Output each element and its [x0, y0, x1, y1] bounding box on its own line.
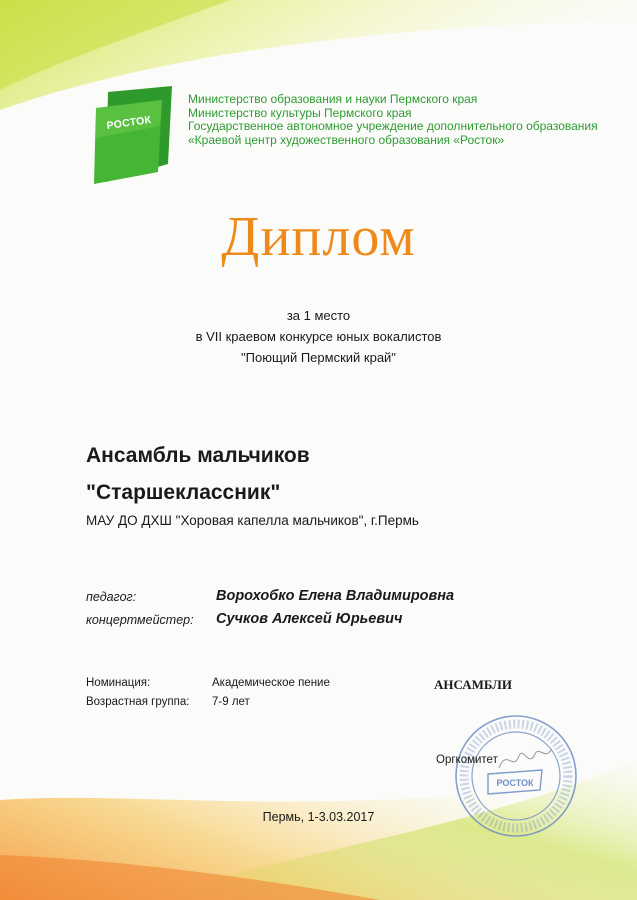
nomination-label: Номинация:	[86, 677, 151, 689]
signature-scribble	[495, 738, 555, 778]
accompanist-label: концертмейстер:	[86, 613, 194, 627]
accompanist-name: Сучков Алексей Юрьевич	[216, 611, 403, 627]
org-line: «Краевой центр художественного образования «Росток»	[188, 132, 505, 147]
nomination-value: Академическое пение	[212, 677, 330, 689]
recipient-line: Ансамбль мальчиков	[86, 444, 310, 467]
stamp-logo-text: РОСТОК	[496, 778, 534, 788]
award-contest-name: "Поющий Пермский край"	[241, 350, 396, 365]
teacher-label: педагог:	[86, 590, 137, 604]
organization-header	[188, 93, 618, 147]
rostok-logo	[88, 86, 180, 184]
award-reason	[0, 305, 637, 368]
organizing-committee: Оргкомитет	[436, 754, 498, 766]
logo-text: РОСТОК	[105, 113, 153, 133]
award-place: за 1 место	[286, 308, 351, 323]
recipient-school: МАУ ДО ДХШ "Хоровая капелла мальчиков", г.Пермь	[86, 513, 419, 528]
org-line: Государственное автономное учреждение дополнительного образования	[188, 119, 598, 134]
teacher-name: Ворохобко Елена Владимировна	[216, 588, 455, 604]
org-line: Министерство образования и науки Пермского края	[188, 92, 478, 106]
org-line: Министерство культуры Пермского края	[188, 105, 412, 120]
age-group-value: 7-9 лет	[212, 696, 250, 708]
category-label: АНСАМБЛИ	[434, 677, 512, 692]
recipient-name	[86, 437, 310, 511]
age-group-label: Возрастная группа:	[86, 696, 190, 708]
diploma-title: Диплом	[221, 206, 416, 268]
logo-shape	[88, 86, 180, 184]
footer-place-date: Пермь, 1-3.03.2017	[262, 810, 375, 824]
recipient-line: "Старшеклассник"	[86, 481, 281, 504]
award-contest: в VII краевом конкурсе юных вокалистов	[195, 329, 442, 344]
